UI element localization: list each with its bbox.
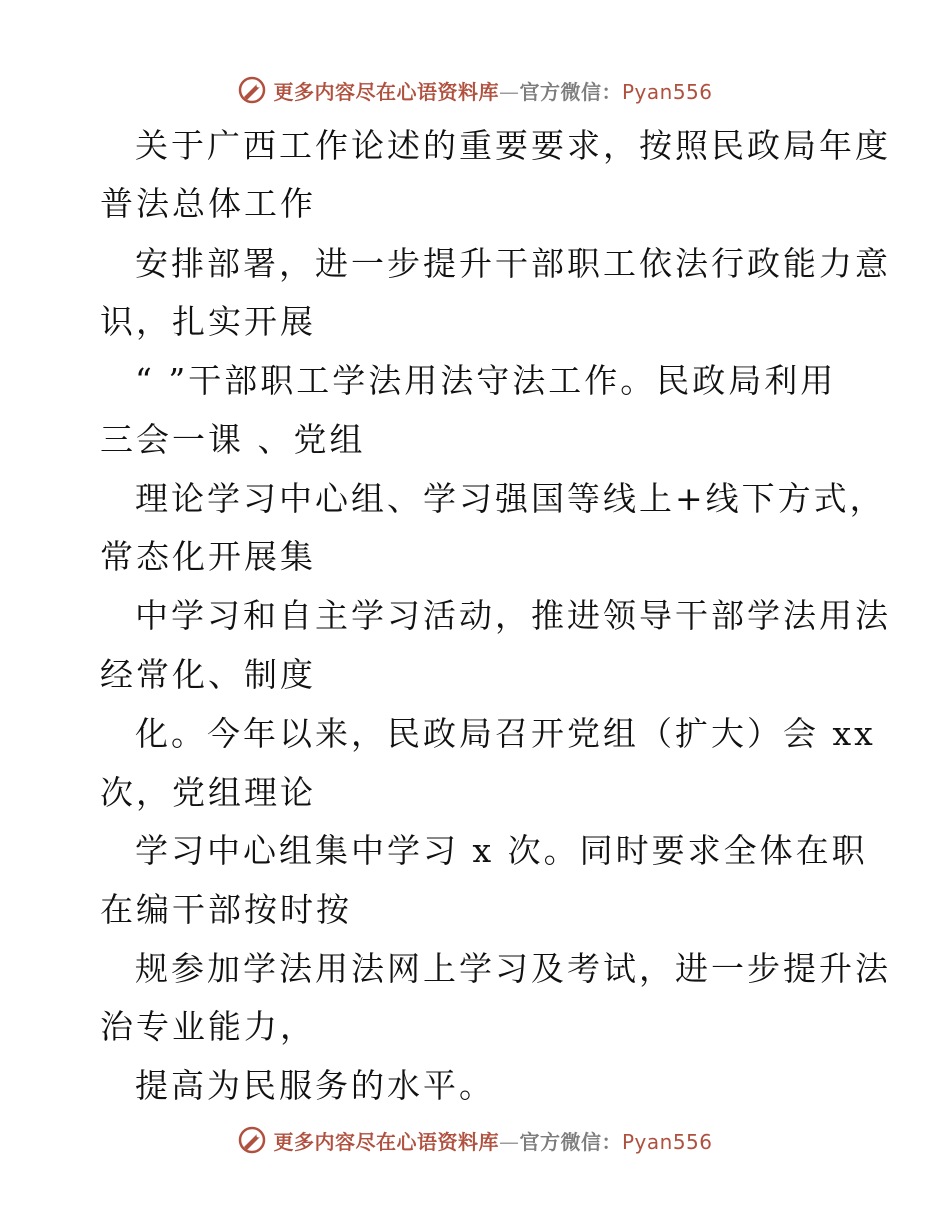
watermark-brand: 更多内容尽在心语资料库 [273,79,499,104]
watermark-brand: 更多内容尽在心语资料库 [273,1129,499,1154]
paragraph-line: 在编干部按时按 [100,890,352,929]
paragraph-line: 次，党组理论 [100,773,316,812]
paragraph-line: 普法总体工作 [100,184,316,223]
pen-logo-icon [237,1125,267,1155]
paragraph-line: 三会一课 、党组 [100,420,366,459]
paragraph-line: 常态化开展集 [100,537,316,576]
paragraph-line: 理论学习中心组、学习强国等线上+线下方式， [135,479,886,518]
paragraph-line: 识，扎实开展 [100,302,316,341]
watermark-text [273,1126,712,1155]
paragraph-line: 治专业能力， [100,1007,316,1046]
watermark-wechat-label: 官方微信： [519,79,622,104]
paragraph-line: 规参加学法用法网上学习及考试，进一步提升法 [135,949,891,988]
paragraph-line: 提高为民服务的水平。 [135,1066,495,1105]
watermark-dash: — [498,1129,520,1154]
watermark-wechat-label: 官方微信： [519,1129,622,1154]
watermark-wechat-id: Pyan556 [621,79,713,104]
paragraph-line: 经常化、制度 [100,655,316,694]
footer-watermark [0,1120,950,1160]
paragraph-line: 中学习和自主学习活动，推进领导干部学法用法 [135,596,891,635]
paragraph-line: “ ”干部职工学法用法守法工作。民政局利用 [135,361,837,400]
paragraph-line: 关于广西工作论述的重要要求，按照民政局年度 [135,126,891,165]
paragraph-line: 安排部署，进一步提升干部职工依法行政能力意 [135,244,891,283]
paragraph-line: 学习中心组集中学习 x 次。同时要求全体在职 [135,831,868,870]
watermark-dash: — [498,79,520,104]
paragraph-line: 化。今年以来，民政局召开党组（扩大）会 xx [135,714,876,753]
watermark-wechat-id: Pyan556 [621,1129,713,1154]
